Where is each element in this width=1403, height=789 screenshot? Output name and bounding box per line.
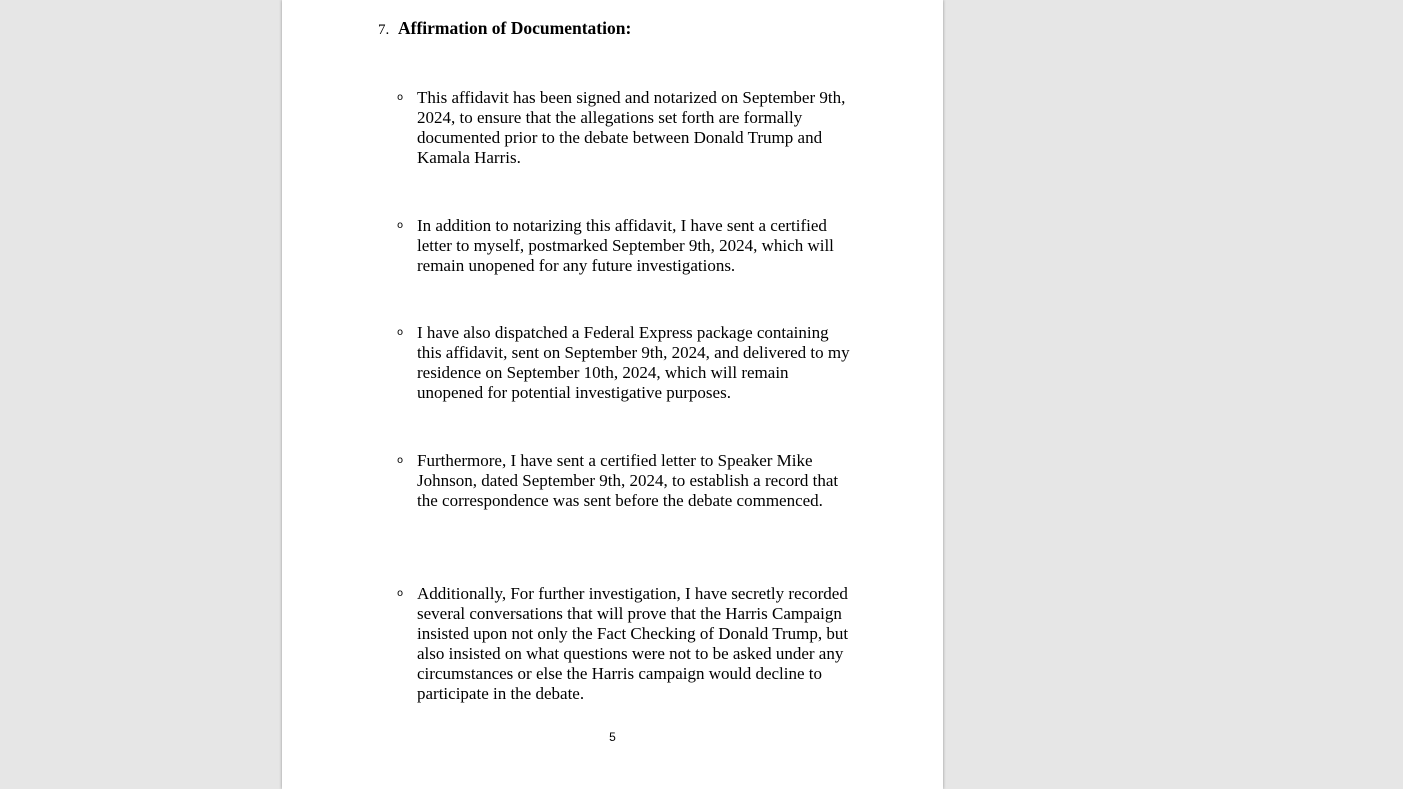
list-item: [397, 88, 857, 168]
bullet-marker: o: [397, 92, 404, 103]
list-item-text: Additionally, For further investigation, I have secretly recorded several conversations that will prove that the Harris Campaign insisted upon not only the Fact Checking of Donald Trump, but also insisted on what questions were not to be asked under any circumstances or else the Harris campaign would decline to participate in the debate.: [417, 584, 849, 703]
list-item: [397, 323, 857, 403]
page-number: 5: [609, 730, 616, 744]
section-title: Affirmation of Documentation:: [398, 18, 632, 38]
list-item-text: I have also dispatched a Federal Express package containing this affidavit, sent on September 9th, 2024, and delivered to my residence on September 10th, 2024, which will remain unopened for potential investigative purposes.: [417, 323, 850, 402]
list-item: [397, 216, 857, 276]
list-item-text: This affidavit has been signed and notarized on September 9th, 2024, to ensure that the allegations set forth are formally documented prior to the debate between Donald Trump and Kamala Harris.: [417, 88, 846, 167]
list-item: [397, 584, 857, 704]
document-page: [282, 0, 943, 789]
bullet-marker: o: [397, 220, 404, 231]
list-item-text: In addition to notarizing this affidavit, I have sent a certified letter to myself, postmarked September 9th, 2024, which will remain unopened for any future investigations.: [417, 216, 834, 275]
bullet-marker: o: [397, 588, 404, 599]
bullet-marker: o: [397, 455, 404, 466]
bullet-marker: o: [397, 327, 404, 338]
list-item-text: Furthermore, I have sent a certified letter to Speaker Mike Johnson, dated September 9th, 2024, to establish a record that the correspondence was sent before the debate commenced.: [417, 451, 839, 510]
list-item: [397, 451, 857, 511]
section-heading: [378, 18, 631, 39]
section-number: 7.: [378, 22, 390, 38]
